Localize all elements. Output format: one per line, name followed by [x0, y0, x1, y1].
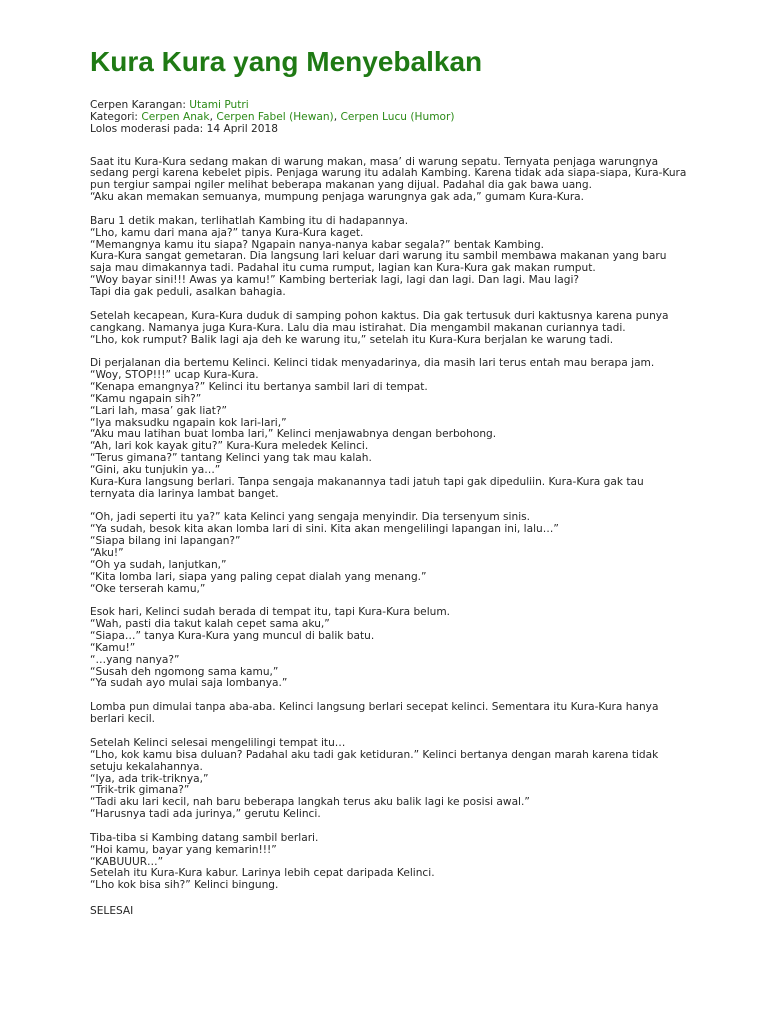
story-line: “Gini, aku tunjukin ya…”: [90, 463, 221, 476]
category-link-fabel[interactable]: Cerpen Fabel (Hewan): [216, 110, 334, 123]
author-label: Cerpen Karangan:: [90, 99, 186, 111]
category-line: [90, 112, 690, 124]
author-link[interactable]: Utami Putri: [189, 99, 249, 111]
story-line: “Harusnya tadi ada jurinya,” gerutu Kelinci.: [90, 808, 321, 821]
story-line: Kura-Kura sangat gemetaran. Dia langsung lari keluar dari warung itu sambil membawa makanan yang baru saja mau dimakannya tadi. Padahal itu cuma rumput, lagian kan Kura-Kura gak makan rumput.: [90, 250, 667, 275]
story-line: “Woy bayar sini!!! Awas ya kamu!” Kambing berteriak lagi, lagi dan lagi. Dan lagi. Mau lagi?: [90, 274, 580, 287]
story-paragraph: [90, 157, 690, 204]
story-paragraph: [90, 512, 690, 595]
story-line: “Kenapa emangnya?” Kelinci itu bertanya sambil lari di tempat.: [90, 381, 428, 394]
story-line: “Lho kok bisa sih?” Kelinci bingung.: [90, 879, 279, 892]
story-page: [90, 46, 690, 918]
story-line: “Hoi kamu, bayar yang kemarin!!!”: [90, 843, 277, 856]
story-line: “Iya maksudku ngapain kok lari-lari,”: [90, 416, 287, 429]
story-line: Lomba pun dimulai tanpa aba-aba. Kelinci langsung berlari secepat kelinci. Sementara itu Kura-Kura hanya berlari kecil.: [90, 701, 659, 726]
story-line: “Kamu!”: [90, 641, 136, 654]
story-line: “Kita lomba lari, siapa yang paling cepat dialah yang menang.”: [90, 570, 427, 583]
story-meta: [90, 100, 690, 136]
story-line: “Tadi aku lari kecil, nah baru beberapa langkah terus aku balik lagi ke posisi awal.”: [90, 796, 530, 809]
category-separator: ,: [333, 110, 341, 123]
story-line: Setelah itu Kura-Kura kabur. Larinya lebih cepat daripada Kelinci.: [90, 867, 435, 880]
story-body: [90, 157, 690, 893]
story-paragraph: [90, 311, 690, 347]
story-line: “Lho, kamu dari mana aja?” tanya Kura-Kura kaget.: [90, 226, 364, 239]
story-ending: SELESAI: [90, 905, 134, 918]
story-line: “Terus gimana?” tantang Kelinci yang tak mau kalah.: [90, 452, 372, 465]
story-line: Esok hari, Kelinci sudah berada di tempat itu, tapi Kura-Kura belum.: [90, 606, 451, 619]
story-line: “Aku mau latihan buat lomba lari,” Kelinci menjawabnya dengan berbohong.: [90, 428, 497, 441]
story-line: “Woy, STOP!!!” ucap Kura-Kura.: [90, 369, 259, 382]
story-line: “Susah deh ngomong sama kamu,”: [90, 665, 279, 678]
story-line: Kura-Kura langsung berlari. Tanpa sengaja makanannya tadi jatuh tapi gak dipeduliin. Kura-Kura gak tau ternyata dia larinya lambat banget.: [90, 475, 644, 500]
story-line: Setelah Kelinci selesai mengelilingi tempat itu…: [90, 736, 346, 749]
story-line: “Aku!”: [90, 547, 124, 559]
moderation-date: Lolos moderasi pada: 14 April 2018: [90, 122, 278, 135]
story-paragraph: [90, 607, 690, 690]
story-paragraph: [90, 358, 690, 500]
story-line: “Memangnya kamu itu siapa? Ngapain nanya-nanya kabar segala?” bentak Kambing.: [90, 238, 545, 251]
story-line: “Trik-trik gimana?”: [90, 784, 190, 797]
story-line: “Wah, pasti dia takut kalah cepet sama aku,”: [90, 618, 330, 631]
story-line: “Siapa bilang ini lapangan?”: [90, 535, 241, 548]
story-line: “Aku akan memakan semuanya, mumpung penjaga warungnya gak ada,” gumam Kura-Kura.: [90, 191, 585, 204]
category-link-lucu[interactable]: Cerpen Lucu (Humor): [340, 110, 455, 123]
story-line: “KABUUUR…”: [90, 855, 164, 868]
story-line: “Oh ya sudah, lanjutkan,”: [90, 558, 227, 571]
story-line: Tiba-tiba si Kambing datang sambil berlari.: [90, 831, 319, 844]
story-line: Di perjalanan dia bertemu Kelinci. Kelinci tidak menyadarinya, dia masih lari terus entah mau berapa jam.: [90, 357, 655, 370]
story-line: “Lari lah, masa’ gak liat?”: [90, 404, 228, 417]
category-label: Kategori:: [90, 110, 138, 123]
story-line: “Ya sudah ayo mulai saja lombanya.”: [90, 677, 288, 690]
story-paragraph: [90, 833, 690, 892]
story-paragraph: [90, 738, 690, 821]
story-line: Tapi dia gak peduli, asalkan bahagia.: [90, 285, 286, 298]
story-line: “Ya sudah, besok kita akan lomba lari di sini. Kita akan mengelilingi lapangan ini, lalu…”: [90, 523, 559, 536]
story-line: Setelah kecapean, Kura-Kura duduk di samping pohon kaktus. Dia gak tertusuk duri kaktusnya karena punya cangkang. Namanya juga Kura-Kura. Lalu dia mau istirahat. Dia mengambil makanan curiannya tadi.: [90, 309, 669, 334]
category-separator: ,: [209, 110, 217, 123]
story-line: “…yang nanya?”: [90, 653, 180, 666]
story-line: “Iya, ada trik-triknya,”: [90, 772, 209, 785]
story-line: “Lho, kok rumput? Balik lagi aja deh ke warung itu,” setelah itu Kura-Kura berjalan ke warung tadi.: [90, 333, 614, 346]
story-line: “Lho, kok kamu bisa duluan? Padahal aku tadi gak ketiduran.” Kelinci bertanya dengan marah karena tidak setuju kekalahannya.: [90, 748, 659, 773]
story-line: “Oh, jadi seperti itu ya?” kata Kelinci yang sengaja menyindir. Dia tersenyum sinis.: [90, 511, 531, 524]
story-line: “Oke terserah kamu,”: [90, 582, 206, 595]
story-line: Saat itu Kura-Kura sedang makan di warung makan, masa’ di warung sepatu. Ternyata penjaga warungnya sedang pergi karena kebelet pipis. Penjaga warung itu adalah Kambing. Karena tidak ada siapa-siapa, Kura-Kura pun tergiur sampai ngiler melihat beberapa makanan yang dijual. Padahal dia gak bawa uang.: [90, 155, 687, 192]
story-line: Baru 1 detik makan, terlihatlah Kambing itu di hadapannya.: [90, 214, 409, 227]
story-line: “Ah, lari kok kayak gitu?” Kura-Kura meledek Kelinci.: [90, 440, 369, 453]
story-title: Kura Kura yang Menyebalkan: [90, 46, 483, 77]
story-line: “Kamu ngapain sih?”: [90, 392, 202, 405]
story-paragraph: [90, 702, 690, 726]
story-line: “Siapa…” tanya Kura-Kura yang muncul di balik batu.: [90, 630, 375, 643]
story-paragraph: [90, 216, 690, 299]
category-link-anak[interactable]: Cerpen Anak: [141, 110, 210, 123]
